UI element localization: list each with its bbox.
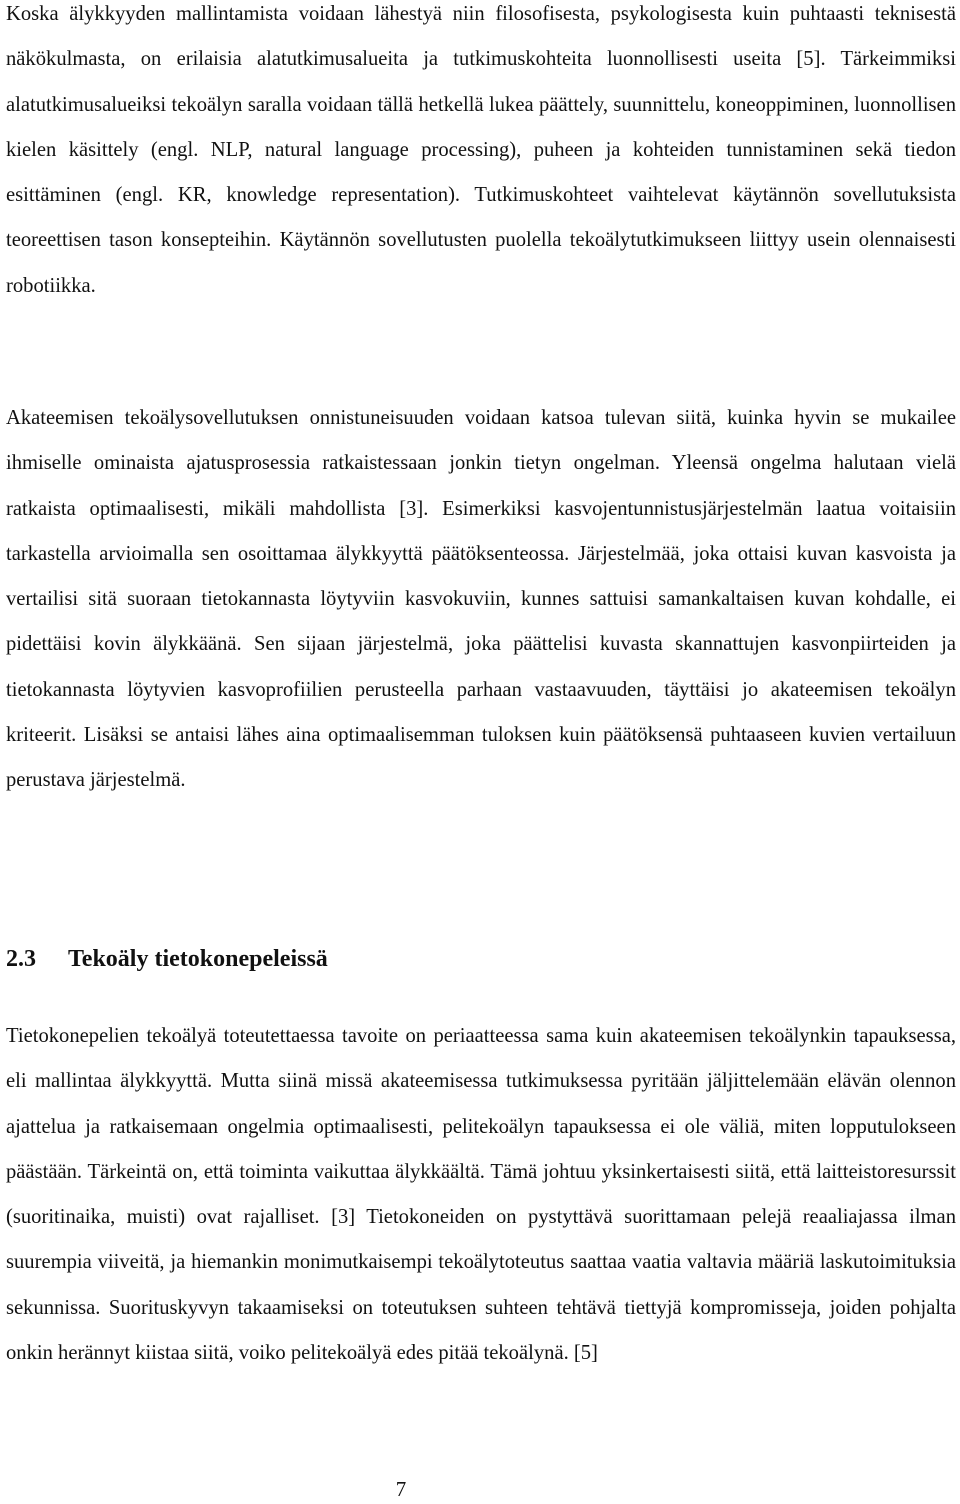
section-title: Tekoäly tietokonepeleissä [68, 946, 328, 972]
section-heading [6, 939, 328, 979]
paragraph-game-ai: Tietokonepelien tekoälyä toteutettaessa tavoite on periaatteessa sama kuin akateemisen tekoälynkin tapauksessa, eli mallintaa älykkyyttä. Mutta siinä missä akateemisessa tutkimuksessa pyritään jäljittelemään elävän olennon ajattelua ja ratkaisemaan ongelmia optimaalisesti, pelitekoälyn tapauksessa ei ole väliä, miten lopputulokseen päästään. Tärkeintä on, että toiminta vaikuttaa älykkäältä. Tämä johtuu yksinkertaisesti siitä, että laitteistoresurssit (suoritinaika, muisti) ovat rajalliset. [3] Tietokoneiden on pystyttävä suorittamaan pelejä reaaliajassa ilman suurempia viiveitä, ja hiemankin monimutkaisempi tekoälytoteutus saattaa vaatia valtavia määriä laskutoimituksia sekunnissa. Suorituskyvyn takaamiseksi on toteutuksen suhteen tehtävä tiettyjä kompromisseja, joiden pohjalta onkin herännyt kiistaa siitä, voiko pelitekoälyä edes pitää tekoälynä. [5] [6, 1025, 956, 1365]
paragraph-academic-ai: Akateemisen tekoälysovellutuksen onnistuneisuuden voidaan katsoa tulevan siitä, kuinka hyvin se mukailee ihmiselle ominaista ajatusprosessia ratkaistessaan jonkin tietyn ongelman. Yleensä ongelma halutaan vielä ratkaista optimaalisesti, mikäli mahdollista [3]. Esimerkiksi kasvojentunnistusjärjestelmän laatua voitaisiin tarkastella arvioimalla sen osoittamaa älykkyyttä päätöksenteossa. Järjestelmää, joka ottaisi kuvan kasvoista ja vertailisi sitä suoraan tietokannasta löytyviin kasvokuviin, kunnes sattuisi samankaltaisen kuvan kohdalle, ei pidettäisi kovin älykkäänä. Sen sijaan järjestelmä, joka päättelisi kuvasta skannattujen kasvonpiirteiden ja tietokannasta löytyvien kasvoprofiilien perusteella parhaan vastaavuuden, täyttäisi jo akateemisen tekoälyn kriteerit. Lisäksi se antaisi lähes aina optimaalisemman tuloksen kuin päätöksensä puhtaaseen kuvien vertailuun perustava järjestelmä. [6, 407, 956, 792]
page-number: 7 [395, 1477, 407, 1501]
paragraph-ai-research-areas: Koska älykkyyden mallintamista voidaan lähestyä niin filosofisesta, psykologisesta kuin puhtaasti teknisestä näkökulmasta, on erilaisia alatutkimusalueita ja tutkimuskohteita luonnollisesti useita [5]. Tärkeimmiksi alatutkimusalueiksi tekoälyn saralla voidaan tällä hetkellä lukea päättely, suunnittelu, koneoppiminen, luonnollisen kielen käsittely (engl. NLP, natural language processing), puheen ja kohteiden tunnistaminen sekä tiedon esittäminen (engl. KR, knowledge representation). Tutkimuskohteet vaihtelevat käytännön sovellutuksista teoreettisen tason konsepteihin. Käytännön sovellutusten puolella tekoälytutkimukseen liittyy usein olennaisesti robotiikka. [6, 3, 956, 297]
section-number: 2.3 [6, 946, 36, 972]
